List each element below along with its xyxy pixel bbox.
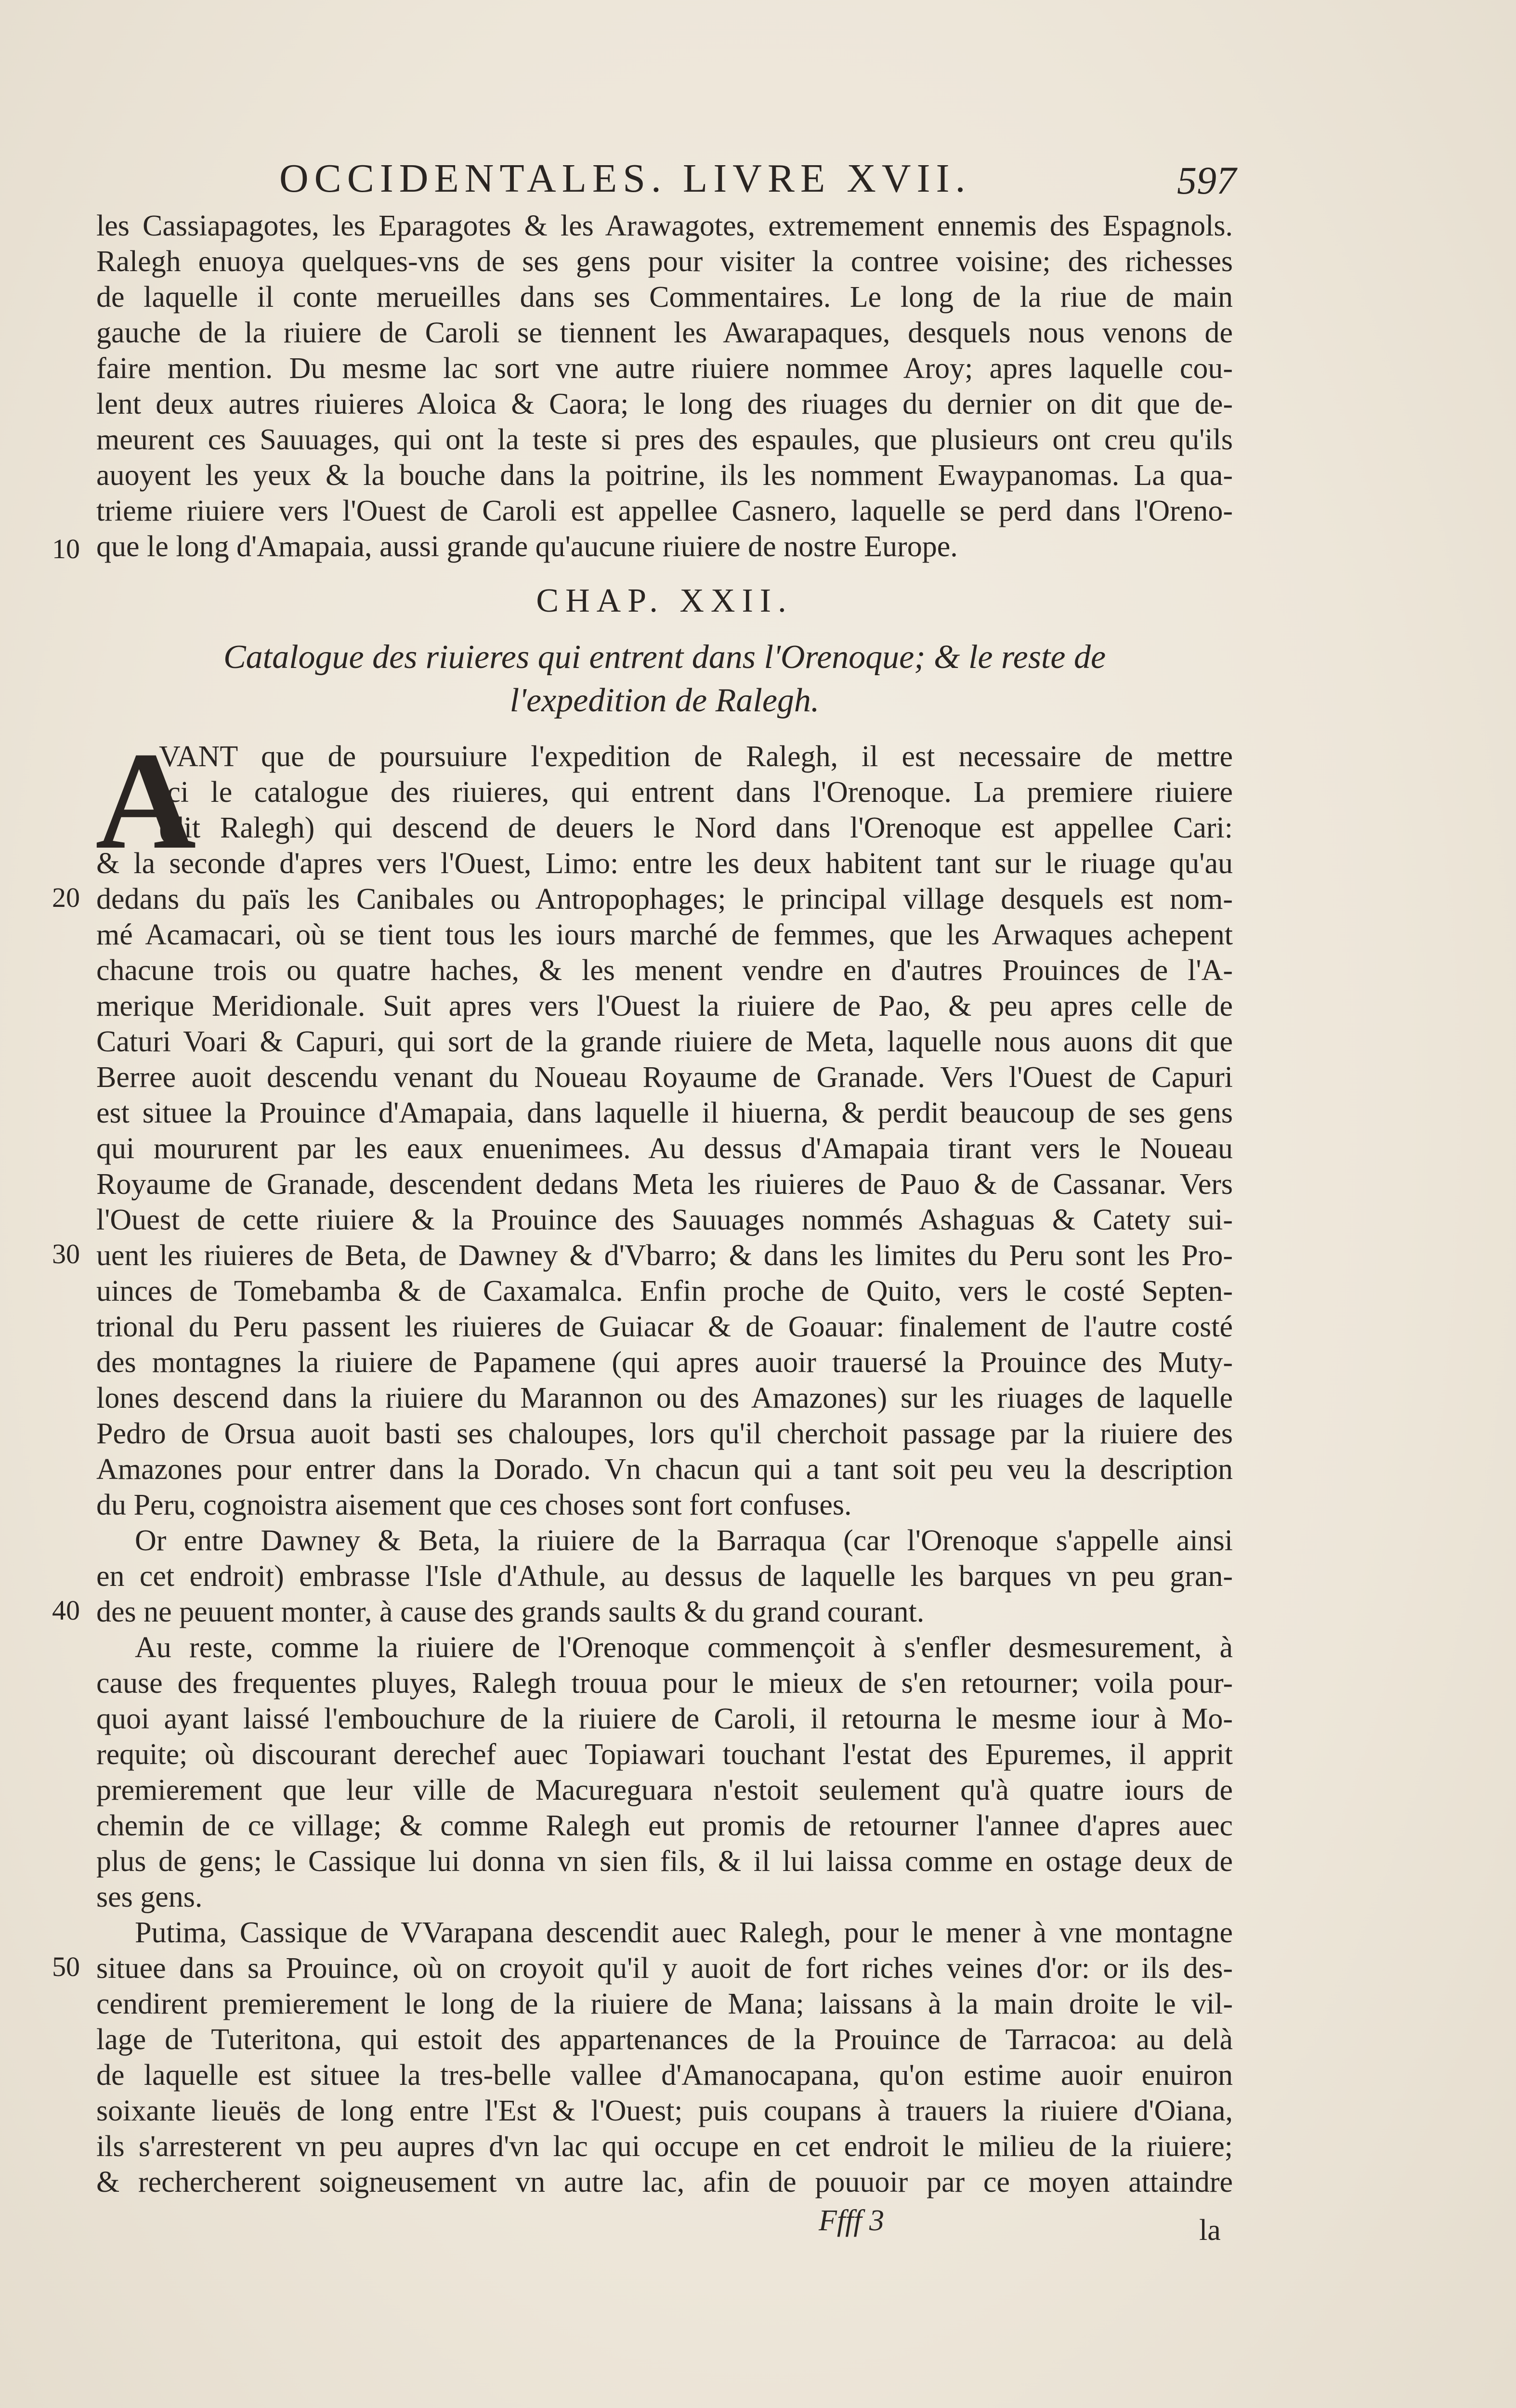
text-line: lones descend dans la riuiere du Marannon ou des Amazones) sur les riuages de laquelle (96, 1382, 1233, 1414)
text-line: des ne peuuent monter, à cause des grands saults & du grand courant. (96, 1596, 925, 1628)
text-line: Royaume de Granade, descendent dedans Meta les riuieres de Pauo & de Cassanar. Vers (96, 1168, 1233, 1201)
text-line: Pedro de Orsua auoit basti ses chaloupes, lors qu'il cherchoit passage par la riuiere des (96, 1417, 1233, 1450)
text-line: lent deux autres riuieres Aloica & Caora; le long des riuages du dernier on dit que de- (96, 388, 1233, 420)
text-line: en cet endroit) embrasse l'Isle d'Athule, au dessus de laquelle les barques vn peu gran- (96, 1560, 1233, 1593)
text-line: VANT que de poursuiure l'expedition de Ralegh, il est necessaire de mettre (159, 740, 1233, 773)
text-line: quoi ayant laissé l'embouchure de la riuiere de Caroli, il retourna le mesme iour à Mo- (96, 1702, 1233, 1735)
text-line: cendirent premierement le long de la riuiere de Mana; laissans à la main droite le vil- (96, 1988, 1233, 2020)
text-line: Putima, Cassique de VVarapana descendit auec Ralegh, pour le mener à vne montagne (135, 1916, 1233, 1949)
text-line: cause des frequentes pluyes, Ralegh trouua pour le mieux de s'en retourner; voila pour- (96, 1667, 1233, 1700)
text-line: que le long d'Amapaia, aussi grande qu'aucune riuiere de nostre Europe. (96, 530, 958, 563)
text-line: chemin de ce village; & comme Ralegh eut promis de retourner l'annee d'apres auec (96, 1809, 1233, 1842)
line-number-20: 20 (52, 882, 80, 913)
chapter-body (96, 739, 1233, 2200)
text-line: & rechercherent soigneusement vn autre lac, afin de pouuoir par ce moyen attaindre (96, 2166, 1233, 2199)
chapter-heading: CHAP. XXII. (536, 582, 793, 619)
text-line: gauche de la riuiere de Caroli se tiennent les Awarapaques, desquels nous venons de (96, 316, 1233, 349)
chapter-title-line-2: l'expedition de Ralegh. (510, 682, 820, 719)
text-line: Ralegh enuoya quelques-vns de ses gens pour visiter la contree voisine; des richesses (96, 245, 1233, 278)
running-head: OCCIDENTALES. LIVRE XVII. (279, 156, 971, 201)
text-line: merique Meridionale. Suit apres vers l'Ouest la riuiere de Pao, & peu apres celle de (96, 990, 1233, 1022)
text-line: uinces de Tomebamba & de Caxamalca. Enfin proche de Quito, vers le costé Septen- (96, 1275, 1233, 1308)
text-line: de laquelle il conte merueilles dans ses Commentaires. Le long de la riue de main (96, 281, 1233, 314)
chapter-title-line-1: Catalogue des riuieres qui entrent dans l'Orenoque; & le reste de (223, 639, 1106, 676)
line-number-50: 50 (52, 1951, 80, 1982)
line-number-40: 40 (52, 1595, 80, 1626)
text-line: Or entre Dawney & Beta, la riuiere de la Barraqua (car l'Orenoque s'appelle ainsi (135, 1524, 1233, 1557)
text-line: meurent ces Sauuages, qui ont la teste si pres des espaules, que plusieurs ont creu qu'ils (96, 423, 1233, 456)
drop-cap: A (95, 723, 196, 878)
text-line: Amazones pour entrer dans la Dorado. Vn chacun qui a tant soit peu veu la description (96, 1453, 1233, 1486)
text-line: lage de Tuteritona, qui estoit des appartenances de la Prouince de Tarracoa: au delà (96, 2023, 1233, 2056)
text-line: auoyent les yeux & la bouche dans la poitrine, ils les nomment Ewaypanomas. La qua- (96, 459, 1233, 492)
text-line: ils s'arresterent vn peu aupres d'vn lac qui occupe en cet endroit le milieu de la riuiere; (96, 2130, 1233, 2163)
text-line: soixante lieuës de long entre l'Est & l'Ouest; puis coupans à trauers la riuiere d'Oiana, (96, 2094, 1233, 2127)
text-line: de laquelle est situee la tres-belle vallee d'Amanocapana, qu'on estime auoir enuiron (96, 2059, 1233, 2092)
text-line: trional du Peru passent les riuieres de Guiacar & de Goauar: finalement de l'autre costé (96, 1310, 1233, 1343)
text-line: chacune trois ou quatre haches, & les menent vendre en d'autres Prouinces de l'A- (96, 954, 1233, 987)
text-line: ici le catalogue des riuieres, qui entrent dans l'Orenoque. La premiere riuiere (159, 776, 1233, 809)
text-line: des montagnes la riuiere de Papamene (qui apres auoir trauersé la Prouince des Muty- (96, 1346, 1233, 1379)
text-line: qui moururent par les eaux enuenimees. Au dessus d'Amapaia tirant vers le Noueau (96, 1132, 1233, 1165)
line-number-30: 30 (52, 1238, 80, 1269)
text-line: requite; où discourant derechef auec Topiawari touchant l'estat des Epuremes, il apprit (96, 1738, 1233, 1771)
top-paragraph (96, 208, 1233, 564)
text-line: & la seconde d'apres vers l'Ouest, Limo: entre les deux habitent tant sur le riuage qu'au (96, 847, 1233, 880)
page-number: 597 (1177, 158, 1236, 202)
text-line: trieme riuiere vers l'Ouest de Caroli est appellee Casnero, laquelle se perd dans l'Oreno- (96, 495, 1233, 527)
text-line: les Cassiapagotes, les Eparagotes & les Arawagotes, extremement ennemis des Espagnols. (96, 209, 1233, 242)
text-line: uent les riuieres de Beta, de Dawney & d'Vbarro; & dans les limites du Peru sont les Pro- (96, 1239, 1233, 1272)
text-line: ses gens. (96, 1881, 203, 1913)
chapter-title (96, 636, 1233, 722)
line-number-10: 10 (52, 533, 80, 564)
catchword: la (1199, 2214, 1221, 2247)
text-line: premierement que leur ville de Macureguara n'estoit seulement qu'à quatre iours de (96, 1774, 1233, 1806)
text-line: est situee la Prouince d'Amapaia, dans laquelle il hiuerna, & perdit beaucoup de ses gens (96, 1097, 1233, 1129)
text-line: situee dans sa Prouince, où on croyoit qu'il y auoit de fort riches veines d'or: or ils des- (96, 1952, 1233, 1985)
text-line: faire mention. Du mesme lac sort vne autre riuiere nommee Aroy; apres laquelle cou- (96, 352, 1233, 385)
text-line: mé Acamacari, où se tient tous les iours marché de femmes, que les Arwaques achepent (96, 918, 1233, 951)
text-line: du Peru, cognoistra aisement que ces choses sont fort confuses. (96, 1489, 852, 1521)
text-line: (dit Ralegh) qui descend de deuers le Nord dans l'Orenoque est appellee Cari: (159, 811, 1233, 844)
text-line: dedans du païs les Canibales ou Antropophages; le principal village desquels est nom- (96, 883, 1233, 916)
text-line: l'Ouest de cette riuiere & la Prouince des Sauuages nommés Ashaguas & Catety sui- (96, 1204, 1233, 1236)
signature-mark: Ffff 3 (819, 2204, 885, 2237)
text-line: Berree auoit descendu venant du Noueau Royaume de Granade. Vers l'Ouest de Capuri (96, 1061, 1233, 1094)
text-line: plus de gens; le Cassique lui donna vn sien fils, & il lui laissa comme en ostage deux de (96, 1845, 1233, 1878)
text-line: Caturi Voari & Capuri, qui sort de la grande riuiere de Meta, laquelle nous auons dit que (96, 1025, 1233, 1058)
text-line: Au reste, comme la riuiere de l'Orenoque commençoit à s'enfler desmesurement, à (135, 1631, 1233, 1664)
